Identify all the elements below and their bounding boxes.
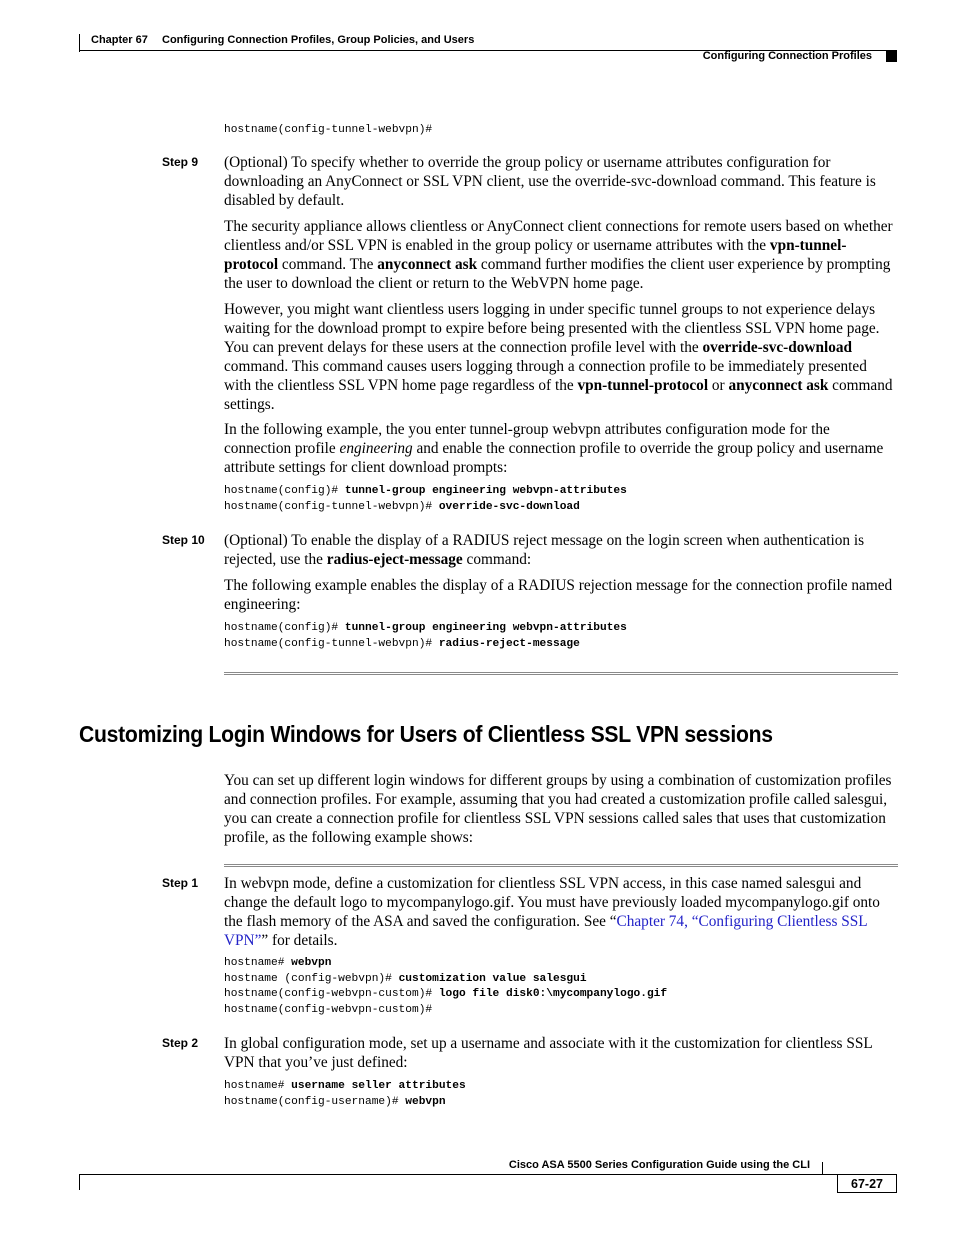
section-heading: Customizing Login Windows for Users of Clientless SSL VPN sessions — [79, 721, 773, 747]
code-line: hostname(config)# tunnel-group engineering webvpn-attributes — [224, 485, 627, 497]
section-intro-paragraph: You can set up different login windows for different groups by using a combination of customization profiles and connection profiles. For example, assuming that you had created a customization profile called salesgui, you can create a connection profile for clientless SSL VPN sessions called sales that uses that customization profile, as the following example shows: — [224, 772, 892, 846]
code-line: hostname(config-tunnel-webvpn)# — [224, 124, 433, 136]
code-line: hostname(config-tunnel-webvpn)# radius-reject-message — [224, 637, 580, 650]
step-10-paragraph-2: The following example enables the display of a RADIUS rejection message for the connection profile named engineering: — [224, 577, 893, 613]
footer-rule — [79, 1174, 897, 1175]
code-line: hostname(config-tunnel-webvpn)# override-svc-download — [224, 500, 580, 513]
step-1-paragraph: In webvpn mode, define a customization for clientless SSL VPN access, in this case named salesgui and change the default logo to mycompanylogo.gif. You must have previously loaded mycompanylogo.gif onto the flash memory of the ASA and saved the configuration. See “Chapter 74, “Configuring Clientless SSL VPN”” for details. — [224, 875, 880, 949]
step-2-label: Step 2 — [162, 1036, 199, 1050]
step-9-paragraph-3: However, you might want clientless users logging in under specific tunnel groups to not experience delays waiting for the download prompt to expire before being presented with the clientless SSL VPN home page. You can prevent delays for these users at the connection profile level with the override-svc-download command. This command causes users logging through a connection profile to be immediately presented with the clientless SSL VPN home page regardless of the vpn-tunnel-protocol or anyconnect ask command settings. — [224, 301, 893, 413]
code-block-step-9 — [224, 484, 627, 515]
code-block-step-1 — [224, 956, 667, 1018]
code-line: hostname# webvpn — [224, 957, 332, 969]
header-chapter-label: Chapter 67 — [91, 34, 148, 46]
code-block-step-2 — [224, 1079, 466, 1110]
header-marker-block — [886, 51, 897, 62]
step-10-paragraph-1: (Optional) To enable the display of a RADIUS reject message on the login screen when authentication is rejected, use the radius-eject-message command: — [224, 532, 865, 568]
step-1-label: Step 1 — [162, 876, 199, 890]
footer-page-number: 67-27 — [851, 1177, 883, 1191]
step-9-paragraph-1: (Optional) To specify whether to override the group policy or username attributes configuration for downloading an AnyConnect or SSL VPN client, use the override-svc-download command. This feature is disabled by default. — [224, 154, 876, 209]
code-line: hostname (config-webvpn)# customization value salesgui — [224, 972, 587, 985]
footer-right-bar — [822, 1162, 823, 1175]
end-of-procedure-rule — [224, 672, 898, 675]
header-section-title: Configuring Connection Profiles — [702, 50, 872, 62]
step-9-paragraph-4: In the following example, the you enter tunnel-group webvpn attributes configuration mode for the connection profile engineering and enable the connection profile to override the group policy and username attribute settings for client download prompts: — [224, 421, 884, 476]
step-10-label: Step 10 — [162, 533, 205, 547]
code-line: hostname(config-username)# webvpn — [224, 1095, 446, 1108]
procedure-start-rule — [224, 864, 898, 867]
code-line: hostname(config-webvpn-custom)# logo file disk0:\mycompanylogo.gif — [224, 988, 668, 1000]
code-line: hostname(config-webvpn-custom)# — [224, 1003, 433, 1016]
header-chapter-title: Configuring Connection Profiles, Group Policies, and Users — [162, 34, 475, 46]
chapter-74-link[interactable]: Chapter 74, “Configuring Clientless SSL VPN” — [224, 913, 868, 949]
footer-left-bar — [79, 1174, 80, 1190]
step-9-label: Step 9 — [162, 155, 199, 169]
code-line: hostname# username seller attributes — [224, 1080, 466, 1092]
code-line: hostname(config)# tunnel-group engineering webvpn-attributes — [224, 622, 627, 634]
code-block-step-10 — [224, 621, 627, 652]
footer-guide-title: Cisco ASA 5500 Series Configuration Guide using the CLI — [508, 1159, 810, 1171]
step-2-paragraph: In global configuration mode, set up a username and associate with it the customization for clientless SSL VPN that you’ve just defined: — [224, 1035, 873, 1071]
step-9-paragraph-2: The security appliance allows clientless or AnyConnect client connections for remote users based on whether clientless and/or SSL VPN is enabled in the group policy or username attributes with the vpn-tunnel-protocol command. The anyconnect ask command further modifies the client user experience by prompting the user to download the client or return to the WebVPN home page. — [224, 218, 893, 292]
